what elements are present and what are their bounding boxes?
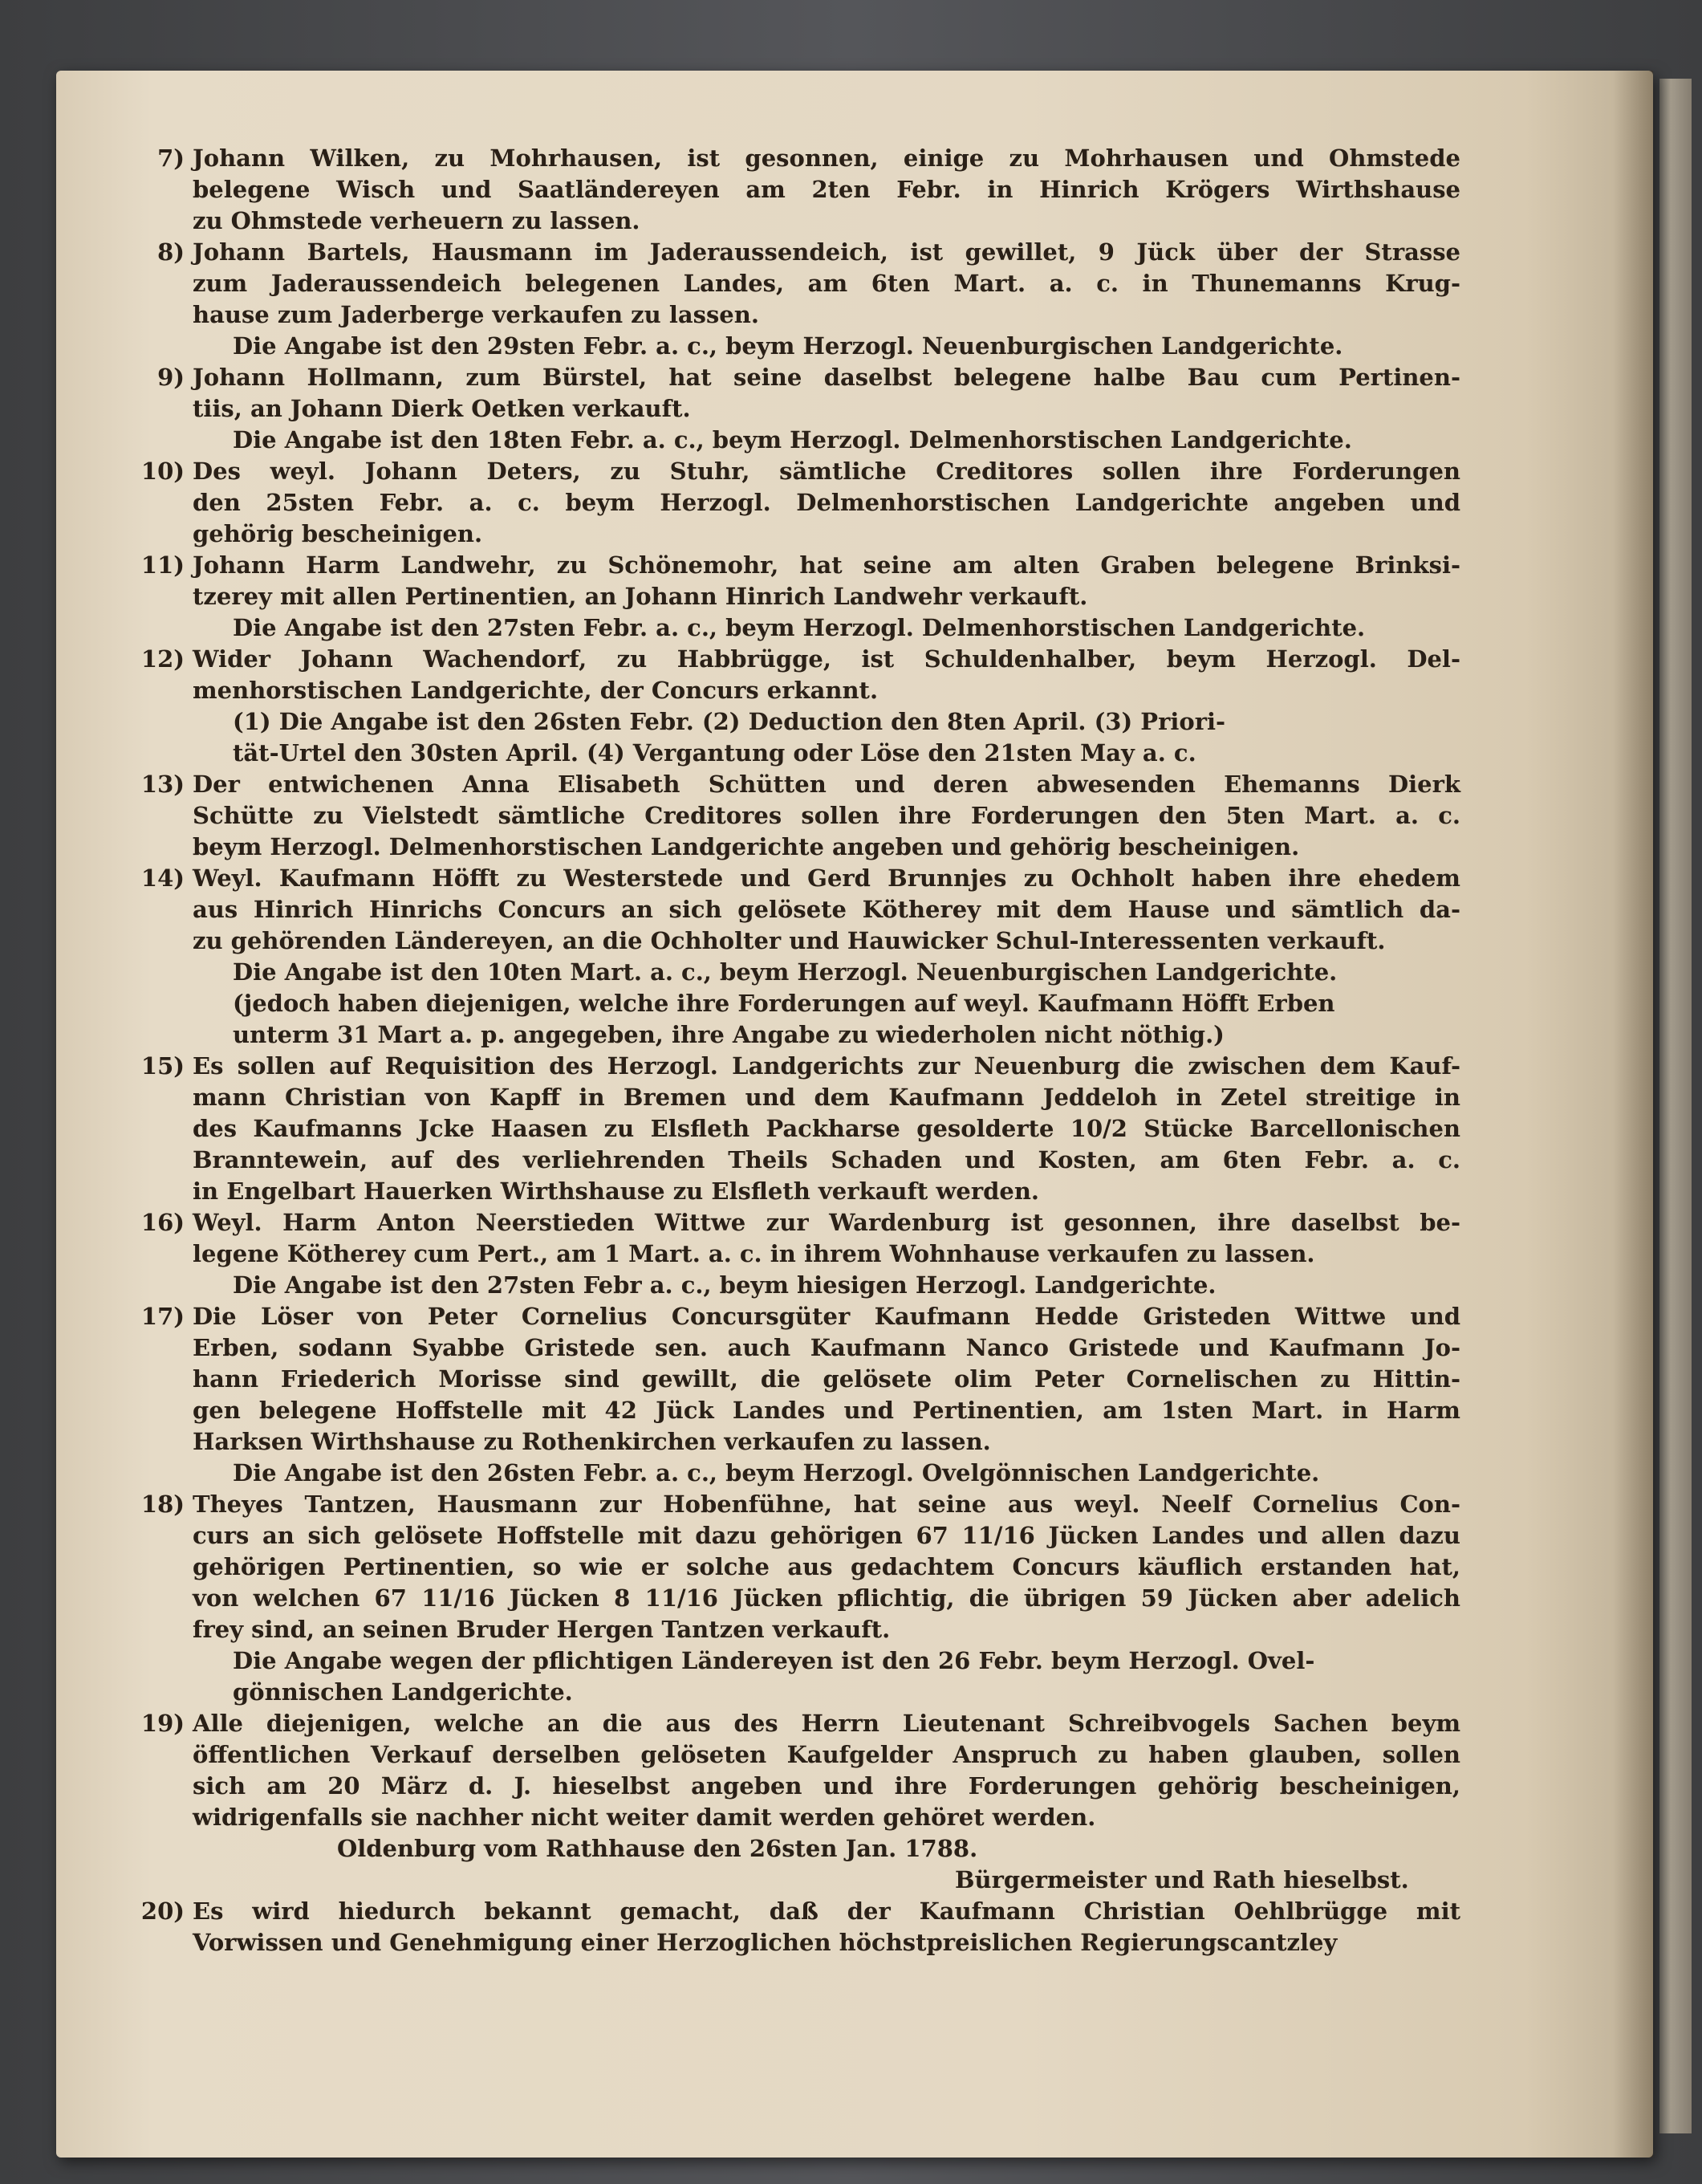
notice-entry (88, 1708, 1460, 1896)
notice-note-line: Die Angabe ist den 29sten Febr. a. c., beym Herzogl. Neuenburgischen Landgerichte. (233, 332, 1343, 360)
notice-text-line: in Engelbart Hauerken Wirthshause zu Elsfleth verkauft werden. (193, 1177, 1040, 1205)
notice-text-line: Vorwissen und Genehmigung einer Herzoglichen höchstpreislichen Regierungscantzley (193, 1929, 1338, 1956)
notice-note-line: Die Angabe ist den 18ten Febr. a. c., beym Herzogl. Delmenhorstischen Landgerichte. (233, 426, 1352, 453)
notice-number: 13) (140, 771, 185, 798)
notice-text-line: Weyl. Harm Anton Neerstieden Wittwe zur Wardenburg ist gesonnen, ihre daselbst be- (193, 1209, 1460, 1236)
notice-text-line: gehörig bescheinigen. (193, 520, 483, 547)
notice-entry (88, 456, 1460, 550)
notice-entry (88, 1489, 1460, 1708)
notice-note-line: Die Angabe ist den 27sten Febr a. c., beym hiesigen Herzogl. Landgerichte. (233, 1271, 1217, 1299)
notice-text-line: belegene Wisch und Saatländereyen am 2ten Febr. in Hinrich Krögers Wirthshause (193, 176, 1460, 203)
notice-text-line: Der entwichenen Anna Elisabeth Schütten und deren abwesenden Ehemanns Dierk (193, 771, 1460, 798)
notice-number: 15) (140, 1052, 185, 1080)
notice-entry (88, 1896, 1460, 1958)
notice-text-line: zu Ohmstede verheuern zu lassen. (193, 207, 640, 234)
notice-text-line: Johann Wilken, zu Mohrhausen, ist gesonnen, einige zu Mohrhausen und Ohmstede (193, 144, 1460, 172)
notice-text-line: Weyl. Kaufmann Höfft zu Westerstede und Gerd Brunnjes zu Ochholt haben ihre ehedem (193, 864, 1460, 892)
notice-entry (88, 1207, 1460, 1301)
notice-text-line: von welchen 67 11/16 Jücken 8 11/16 Jücken pflichtig, die übrigen 59 Jücken aber adelich (193, 1584, 1460, 1612)
closing-signature: Bürgermeister und Rath hieselbst. (955, 1866, 1409, 1893)
notice-note-line: (1) Die Angabe ist den 26sten Febr. (2) Deduction den 8ten April. (3) Priori- (233, 708, 1226, 735)
notice-number: 19) (140, 1710, 185, 1737)
closing-dateline: Oldenburg vom Rathhause den 26sten Jan. 1788. (337, 1835, 978, 1862)
notice-text-line: Johann Bartels, Hausmann im Jaderaussendeich, ist gewillet, 9 Jück über der Strasse (193, 238, 1460, 266)
adjacent-page-edge (1659, 79, 1692, 2133)
notice-text-line: Die Löser von Peter Cornelius Concursgüter Kaufmann Hedde Gristeden Wittwe und (193, 1303, 1460, 1330)
notice-text-line: widrigenfalls sie nachher nicht weiter damit werden gehöret werden. (193, 1804, 1096, 1831)
notice-note-line: unterm 31 Mart a. p. angegeben, ihre Angabe zu wiederholen nicht nöthig.) (233, 1021, 1225, 1048)
notice-entry (88, 863, 1460, 1051)
notice-text-line: zu gehörenden Ländereyen, an die Ochholter und Hauwicker Schul-Interessenten verkauft. (193, 927, 1386, 954)
notice-number: 20) (140, 1897, 185, 1925)
notice-text-line: aus Hinrich Hinrichs Concurs an sich gelösete Kötherey mit dem Hause und sämtlich da- (193, 896, 1460, 923)
notice-text-line: Harksen Wirthshause zu Rothenkirchen verkaufen zu lassen. (193, 1428, 991, 1455)
notice-text-line: Es sollen auf Requisition des Herzogl. Landgerichts zur Neuenburg die zwischen dem Kauf- (193, 1052, 1460, 1080)
notice-text-line: frey sind, an seinen Bruder Hergen Tantzen verkauft. (193, 1616, 891, 1643)
notice-note-line: tät-Urtel den 30sten April. (4) Vergantung oder Löse den 21sten May a. c. (233, 739, 1196, 767)
notice-entry (88, 769, 1460, 863)
notice-text-line: beym Herzogl. Delmenhorstischen Landgerichte angeben und gehörig bescheinigen. (193, 833, 1300, 860)
notice-entry (88, 1301, 1460, 1489)
notice-text-line: Wider Johann Wachendorf, zu Habbrügge, ist Schuldenhalber, beym Herzogl. Del- (193, 645, 1460, 673)
notice-text-line: Es wird hiedurch bekannt gemacht, daß der Kaufmann Christian Oehlbrügge mit (193, 1897, 1460, 1925)
notice-text-line: menhorstischen Landgerichte, der Concurs erkannt. (193, 677, 879, 704)
notice-number: 9) (157, 364, 185, 391)
notice-text-line: Des weyl. Johann Deters, zu Stuhr, sämtliche Creditores sollen ihre Forderungen (193, 458, 1460, 485)
notice-entry (88, 1051, 1460, 1207)
notice-text-line: hause zum Jaderberge verkaufen zu lassen. (193, 301, 759, 328)
notice-text-line: curs an sich gelösete Hoffstelle mit dazu gehörigen 67 11/16 Jücken Landes und allen dazu (193, 1522, 1460, 1549)
notice-number: 18) (140, 1491, 185, 1518)
notice-number: 14) (140, 864, 185, 892)
spine-shadow (1613, 71, 1653, 2158)
notice-note-line: gönnischen Landgerichte. (233, 1678, 573, 1706)
notice-number: 8) (157, 238, 185, 266)
notice-text-line: Erben, sodann Syabbe Gristede sen. auch Kaufmann Nanco Gristede und Kaufmann Jo- (193, 1334, 1460, 1361)
notice-text-line: Branntewein, auf des verliehrenden Theils Schaden und Kosten, am 6ten Febr. a. c. (193, 1146, 1460, 1173)
notice-text-line: öffentlichen Verkauf derselben gelöseten Kaufgelder Anspruch zu haben glauben, sollen (193, 1741, 1460, 1768)
notice-number: 12) (140, 645, 185, 673)
notice-text-line: des Kaufmanns Jcke Haasen zu Elsfleth Packharse gesolderte 10/2 Stücke Barcellonischen (193, 1115, 1460, 1142)
notice-entry (88, 644, 1460, 769)
notice-text-line: legene Kötherey cum Pert., am 1 Mart. a. c. in ihrem Wohnhause verkaufen zu lassen. (193, 1240, 1315, 1267)
notice-text-line: Johann Hollmann, zum Bürstel, hat seine daselbst belegene halbe Bau cum Pertinen- (193, 364, 1460, 391)
notice-entry (88, 143, 1460, 237)
notice-number: 7) (157, 144, 185, 172)
notice-text-line: gen belegene Hoffstelle mit 42 Jück Landes und Pertinentien, am 1sten Mart. in Harm (193, 1397, 1460, 1424)
notice-text-line: zum Jaderaussendeich belegenen Landes, am 6ten Mart. a. c. in Thunemanns Krug- (193, 270, 1460, 297)
notice-number: 17) (140, 1303, 185, 1330)
notice-text-line: Schütte zu Vielstedt sämtliche Creditores sollen ihre Forderungen den 5ten Mart. a. c. (193, 802, 1460, 829)
notice-text-line: Alle diejenigen, welche an die aus des Herrn Lieutenant Schreibvogels Sachen beym (193, 1710, 1460, 1737)
notice-text-line: Theyes Tantzen, Hausmann zur Hobenfühne, hat seine aus weyl. Neelf Cornelius Con- (193, 1491, 1460, 1518)
notice-note-line: Die Angabe ist den 27sten Febr. a. c., beym Herzogl. Delmenhorstischen Landgerichte. (233, 614, 1366, 641)
notice-text-line: mann Christian von Kapff in Bremen und dem Kaufmann Jeddeloh in Zetel streitige in (193, 1084, 1460, 1111)
notice-text-line: den 25sten Febr. a. c. beym Herzogl. Delmenhorstischen Landgerichte angeben und (193, 489, 1460, 516)
notice-number: 10) (140, 458, 185, 485)
notice-text-line: Johann Harm Landwehr, zu Schönemohr, hat seine am alten Graben belegene Brinksi- (193, 551, 1460, 579)
notice-number: 16) (140, 1209, 185, 1236)
notice-text-line: tzerey mit allen Pertinentien, an Johann Hinrich Landwehr verkauft. (193, 583, 1088, 610)
notice-entry (88, 362, 1460, 456)
notice-entry (88, 550, 1460, 644)
notice-list (88, 143, 1460, 1958)
notice-note-line: Die Angabe wegen der pflichtigen Ländereyen ist den 26 Febr. beym Herzogl. Ovel- (233, 1647, 1315, 1674)
notice-note-line: Die Angabe ist den 10ten Mart. a. c., beym Herzogl. Neuenburgischen Landgerichte. (233, 958, 1338, 986)
notice-text-line: sich am 20 März d. J. hieselbst angeben und ihre Forderungen gehörig bescheinigen, (193, 1772, 1460, 1800)
notice-text-line: gehörigen Pertinentien, so wie er solche aus gedachtem Concurs käuflich erstanden hat, (193, 1553, 1460, 1580)
notice-text-line: hann Friederich Morisse sind gewillt, die gelösete olim Peter Cornelischen zu Hittin- (193, 1365, 1460, 1393)
notice-note-line: Die Angabe ist den 26sten Febr. a. c., beym Herzogl. Ovelgönnischen Landgerichte. (233, 1459, 1320, 1487)
notice-entry (88, 237, 1460, 362)
notice-note-line: (jedoch haben diejenigen, welche ihre Forderungen auf weyl. Kaufmann Höfft Erben (233, 990, 1335, 1017)
notice-text-line: tiis, an Johann Dierk Oetken verkauft. (193, 395, 691, 422)
notice-number: 11) (140, 551, 185, 579)
